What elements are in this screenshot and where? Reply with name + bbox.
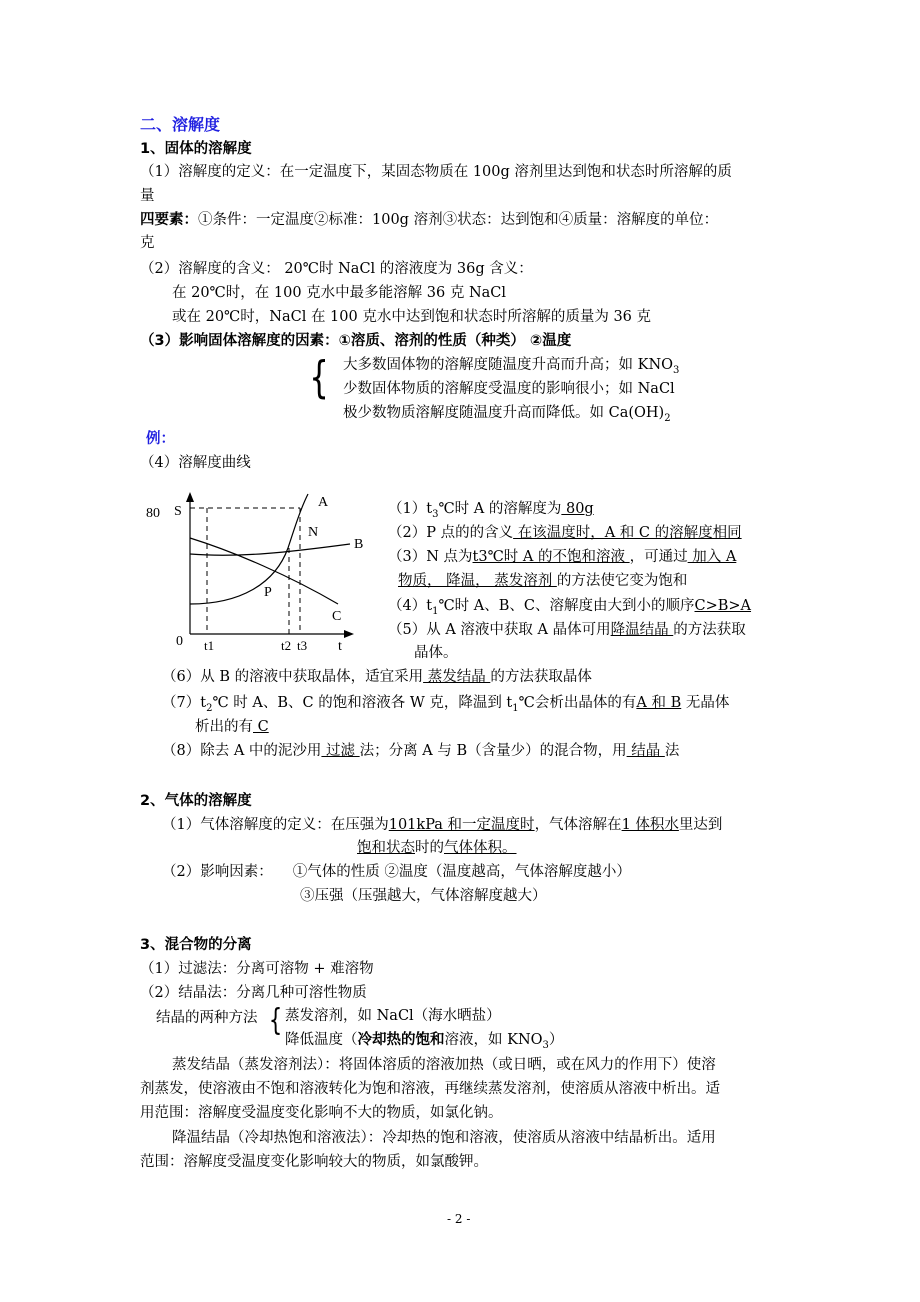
- evaporation-para-2: 剂蒸发，使溶液由不饱和溶液转化为饱和溶液，再继续蒸发溶剂，使溶质从溶液中析出。适: [140, 1081, 720, 1097]
- x-axis-arrow: [344, 630, 354, 638]
- question-6: （6）从 B 的溶液中获取晶体，适宜采用 蒸发结晶 的方法获取晶体: [162, 669, 592, 685]
- four-elements-line-2: 克: [140, 235, 155, 251]
- origin-label: 0: [176, 634, 183, 649]
- series-a-label: A: [318, 495, 329, 510]
- x-tick-t1: t1: [204, 638, 215, 653]
- point-p-label: P: [264, 585, 272, 600]
- question-5: （5）从 A 溶液中获取 A 晶体可用降温结晶 的方法获取: [388, 622, 746, 638]
- gas-definition-line-1: （1）气体溶解度的定义：在压强为101kPa 和一定温度时，气体溶解在1 体积水里达到: [162, 817, 723, 833]
- meaning-b: 或在 20℃时，NaCl 在 100 克水中达到饱和状态时所溶解的质量为 36 克: [172, 309, 652, 325]
- gas-solubility-title: 2、气体的溶解度: [140, 793, 252, 809]
- question-4: $(4)t_1℃$时 A、B、C、溶解度由大到小的顺序C>B>A: [388, 598, 752, 617]
- evaporation-para-3: 用范围：溶解度受温度变化影响不大的物质，如氯化钠。: [140, 1105, 503, 1121]
- solid-solubility-title: 1、固体的溶解度: [140, 141, 252, 157]
- four-elements-line-1: [140, 209, 718, 231]
- x-tick-t3: t3: [297, 638, 308, 653]
- cooling-para-2: 范围：溶解度受温度变化影响较大的物质，如氯酸钾。: [140, 1154, 488, 1170]
- question-7-line-2: 析出的有 C: [195, 719, 269, 735]
- y-tick-80: 80: [146, 506, 160, 521]
- series-b-label: B: [354, 537, 364, 552]
- series-c-label: C: [332, 609, 342, 624]
- x-tick-t2: t2: [281, 638, 292, 653]
- gas-factors-line-1: （2）影响因素： ①气体的性质 ②温度（温度越高，气体溶解度越小）: [162, 864, 631, 880]
- brace-icon: {: [309, 352, 329, 403]
- question-2: （2）P 点的的含义 在该温度时，A 和 C 的溶解度相同: [388, 525, 742, 541]
- x-axis-label: t: [338, 639, 342, 654]
- separation-title: 3、混合物的分离: [140, 937, 252, 953]
- meaning-a: 在 20℃时，在 100 克水中最多能溶解 36 克 NaCl: [172, 285, 507, 301]
- definition-line-1: （1）溶解度的定义：在一定温度下，某固态物质在 100g 溶剂里达到饱和状态时所溶解的质: [140, 164, 732, 180]
- section-heading: 二、溶解度: [140, 115, 221, 134]
- question-7: $(7)t_2℃$ 时 A、B、C 的饱和溶液各 W 克，降温到 $t_1℃$会析出晶体的有A 和 B 无晶体: [162, 695, 730, 714]
- definition-line-2: 量: [140, 188, 155, 204]
- question-5-line-2: 晶体。: [414, 645, 458, 661]
- four-elements-label: 四要素：: [140, 212, 198, 228]
- method-evaporation: 蒸发溶剂，如 NaCl（海水晒盐）: [285, 1008, 501, 1024]
- question-3-line-2: 物质， 降温， 蒸发溶剂 的方法使它变为饱和: [398, 573, 688, 589]
- page-number: - 2 -: [447, 1212, 471, 1226]
- crystallization-method: （2）结晶法：分离几种可溶性物质: [140, 985, 367, 1001]
- evaporation-para-1: 蒸发结晶（蒸发溶剂法）：将固体溶质的溶液加热（或日晒，或在风力的作用下）使溶: [172, 1057, 716, 1073]
- factor-2: 少数固体物质的溶解度受温度的影响很小；如 NaCl: [343, 381, 675, 397]
- filtration-method: （1）过滤法：分离可溶物 + 难溶物: [140, 961, 374, 977]
- point-n-label: N: [308, 525, 319, 540]
- curve-a: [190, 494, 308, 604]
- question-3: （3）N 点为t3℃时 A 的不饱和溶液 ，可通过 加入 A: [388, 549, 737, 565]
- example-label: 例：: [146, 431, 175, 447]
- question-8: （8）除去 A 中的泥沙用 过滤 法；分离 A 与 B（含量少）的混合物，用 结晶 法: [162, 743, 680, 759]
- two-methods-label: 结晶的两种方法: [156, 1010, 258, 1026]
- factor-3: 极少数物质溶解度随温度升高而降低。如 $Ca(OH)_2$: [343, 405, 671, 424]
- gas-factors-line-2: ③压强（压强越大，气体溶解度越大）: [300, 888, 547, 904]
- factors-line: （3）影响固体溶解度的因素：①溶质、溶剂的性质（种类） ②温度: [140, 333, 572, 349]
- question-1: $(1)t_3℃$时 A 的溶解度为 80g: [388, 501, 594, 520]
- gas-definition-line-2: 饱和状态时的气体体积。: [357, 840, 517, 856]
- four-elements-text: ①条件：一定温度②标准：100g 溶剂③状态：达到饱和④质量：溶解度的单位：: [198, 212, 719, 228]
- method-cooling: 降低温度（冷却热的饱和溶液，如 $KNO_3$）: [285, 1032, 564, 1051]
- y-axis-arrow: [186, 492, 194, 502]
- curve-title: （4）溶解度曲线: [140, 455, 251, 471]
- brace-icon: {: [268, 1003, 283, 1038]
- meaning-line: （2）溶解度的含义： 20℃时 NaCl 的溶液度为 36g 含义：: [140, 261, 533, 277]
- solubility-curve-chart: [140, 488, 380, 660]
- cooling-para-1: 降温结晶（冷却热饱和溶液法）：冷却热的饱和溶液，使溶质从溶液中结晶析出。适用: [172, 1130, 716, 1146]
- factor-1: 大多数固体物的溶解度随温度升高而升高；如 $KNO_3$: [343, 357, 680, 376]
- y-axis-label: S: [174, 504, 182, 519]
